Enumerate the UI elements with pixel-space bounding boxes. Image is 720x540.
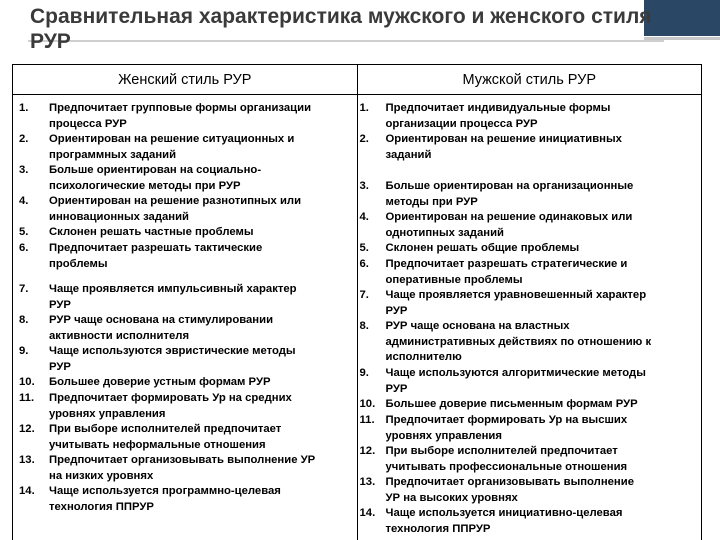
- female-style-item-number: 7.: [19, 283, 29, 295]
- male-style-item-text: Большее доверие письменным формам РУР: [385, 398, 638, 410]
- female-style-item-text: Предпочитает формировать Ур на средних уровнях управления: [49, 392, 292, 420]
- table-header-row: [13, 65, 701, 95]
- female-style-item-number: 6.: [19, 242, 29, 254]
- male-style-item-number: 3.: [359, 180, 369, 192]
- female-style-item-text: Ориентирован на решение разнотипных или инновационных заданий: [49, 195, 302, 223]
- male-style-item-number: 2.: [359, 133, 369, 145]
- male-style-item-text: Предпочитает индивидуальные формы организации процесса РУР: [385, 102, 611, 130]
- male-style-item-text: Чаще проявляется уравновешенный характер РУР: [385, 289, 647, 317]
- female-style-item-text: РУР чаще основана на стимулировании активности исполнителя: [49, 314, 274, 342]
- male-style-item-text: Ориентирован на решение инициативных заданий: [385, 133, 622, 161]
- male-style-item-number: 4.: [359, 211, 369, 223]
- male-style-item-number: 13.: [359, 476, 376, 488]
- male-style-item-text: Ориентирован на решение одинаковых или однотипных заданий: [385, 211, 633, 239]
- male-style-item-number: 14.: [359, 507, 376, 519]
- female-style-item-text: Ориентирован на решение ситуационных и программных заданий: [49, 133, 295, 161]
- female-style-item-number: 3.: [19, 164, 29, 176]
- female-style-item-text: Чаще используются эвристические методы РУР: [49, 345, 296, 373]
- male-style-item-number: 7.: [359, 289, 369, 301]
- male-style-item-text: Предпочитает формировать Ур на высших уровнях управления: [385, 414, 628, 442]
- female-style-item-text: Чаще проявляется импульсивный характер РУР: [49, 283, 297, 311]
- female-style-item-number: 2.: [19, 133, 29, 145]
- female-style-item-number: 5.: [19, 226, 29, 238]
- male-style-item-number: 9.: [359, 367, 369, 379]
- male-style-item-text: Чаще используются алгоритмические методы РУР: [385, 367, 646, 395]
- female-style-item-number: 10.: [19, 376, 35, 388]
- male-style-item-number: 8.: [359, 320, 369, 332]
- male-style-item-number: 10.: [359, 398, 376, 410]
- male-style-item-number: 12.: [359, 445, 376, 457]
- female-style-item-text: Склонен решать частные проблемы: [49, 226, 254, 238]
- male-style-item-text: При выборе исполнителей предпочитает учитывать профессиональные отношения: [385, 445, 628, 473]
- male-style-item-text: РУР чаще основана на властных административных действиях по отношению к исполнителю: [385, 320, 652, 363]
- slide-title: Сравнительная характеристика мужского и женского стиля РУР: [30, 5, 652, 53]
- female-style-item-number: 12.: [19, 423, 35, 435]
- header-male-style: Мужской стиль РУР: [357, 65, 702, 94]
- comparison-table: [12, 64, 702, 540]
- female-style-item-text: Предпочитает разрешать тактические проблемы: [49, 242, 263, 270]
- female-style-item-text: Больше ориентирован на социально- психологические методы при РУР: [49, 164, 262, 192]
- male-style-item-text: Предпочитает организовывать выполнение УР на высоких уровнях: [385, 476, 634, 504]
- male-style-item-number: 11.: [359, 414, 375, 426]
- male-style-item-number: 1.: [359, 102, 369, 114]
- male-style-item-text: Предпочитает разрешать стратегические и оперативные проблемы: [385, 258, 628, 286]
- male-style-item-text: Чаще используется инициативно-целевая технология ППРУР: [385, 507, 623, 535]
- female-style-column: [13, 95, 357, 540]
- female-style-item-number: 8.: [19, 314, 29, 326]
- female-style-item-number: 13.: [19, 454, 35, 466]
- female-style-item-number: 4.: [19, 195, 29, 207]
- header-female-style: Женский стиль РУР: [118, 72, 252, 88]
- female-style-item-number: 11.: [19, 392, 35, 404]
- female-style-item-text: Большее доверие устным формам РУР: [49, 376, 271, 388]
- female-style-item-text: При выборе исполнителей предпочитает учитывать неформальные отношения: [49, 423, 282, 451]
- table-body-row: [13, 95, 701, 540]
- male-style-item-text: Больше ориентирован на организационные методы при РУР: [385, 180, 634, 208]
- female-style-item-number: 14.: [19, 485, 35, 497]
- female-style-item-text: Предпочитает организовывать выполнение УР на низких уровнях: [49, 454, 316, 482]
- female-style-item-number: 9.: [19, 345, 29, 357]
- male-style-column: [357, 95, 702, 540]
- female-style-item-text: Чаще используется программно-целевая технология ППРУР: [49, 485, 281, 513]
- male-style-item-text: Склонен решать общие проблемы: [385, 242, 580, 254]
- female-style-item-text: Предпочитает групповые формы организации процесса РУР: [49, 102, 312, 130]
- male-style-item-number: 6.: [359, 258, 369, 270]
- male-style-item-number: 5.: [359, 242, 369, 254]
- female-style-item-number: 1.: [19, 102, 29, 114]
